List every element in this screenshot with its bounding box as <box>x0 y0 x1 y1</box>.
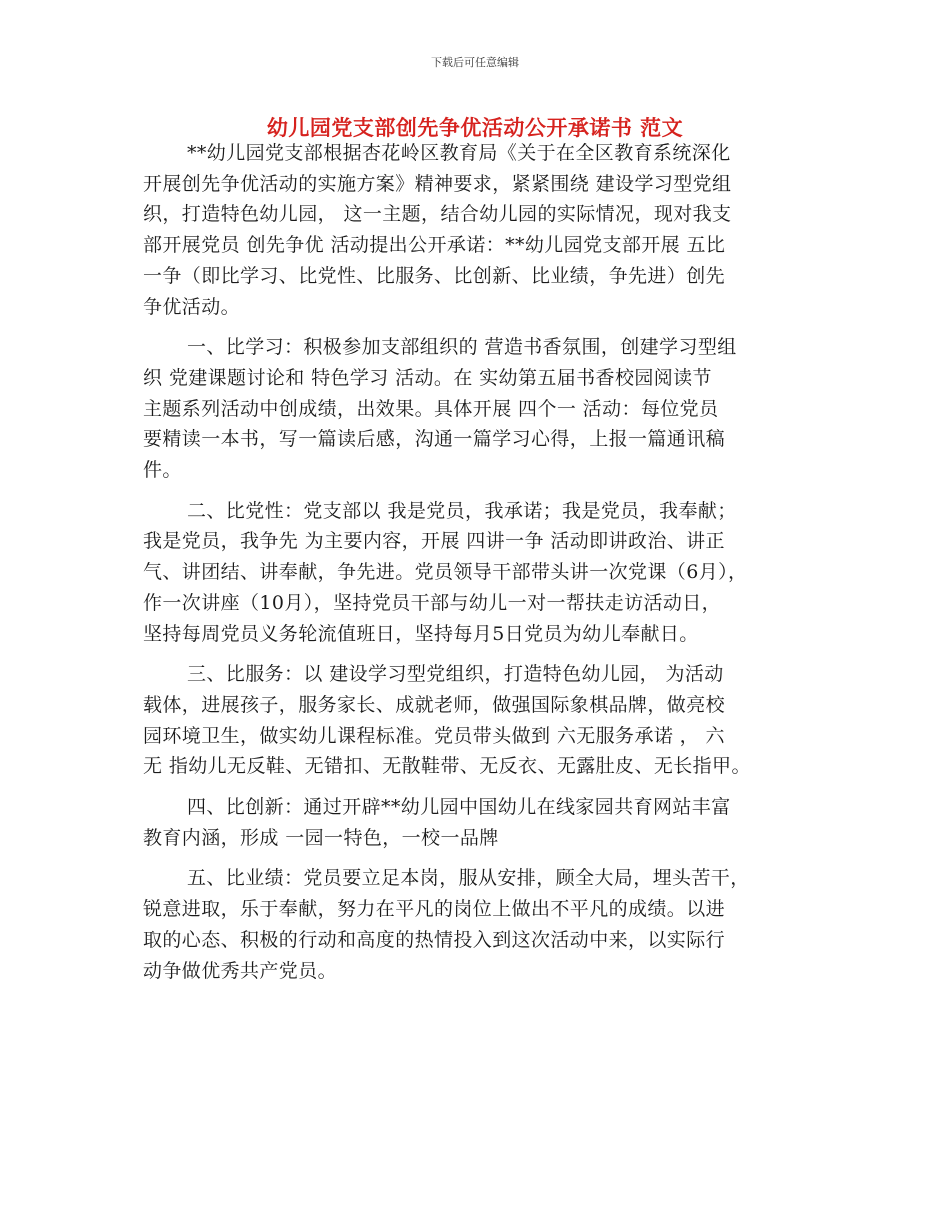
document-title: 幼儿园党支部创先争优活动公开承诺书 范文 <box>266 115 684 140</box>
document-body <box>143 138 811 986</box>
paragraph-line: 无 指幼儿无反鞋、无错扣、无散鞋带、无反衣、无露肚皮、无长指甲。 <box>143 755 751 778</box>
paragraph-gap <box>143 322 811 332</box>
paragraph-line: 一、比学习：积极参加支部组织的 营造书香氛围，创建学习型组 <box>187 336 737 359</box>
paragraph-line: 我是党员，我争先 为主要内容，开展 四讲一争 活动即讲政治、讲正 <box>143 530 725 553</box>
paragraph-line: **幼儿园党支部根据杏花岭区教育局《关于在全区教育系统深化 <box>187 142 731 164</box>
paragraph-line: 织，打造特色幼儿园， 这一主题，结合幼儿园的实际情况，现对我支 <box>143 203 732 226</box>
paragraph <box>143 792 811 853</box>
paragraph-line: 五、比业绩：党员要立足本岗，服从安排，顾全大局，埋头苦干， <box>187 867 750 890</box>
paragraph <box>143 496 811 650</box>
paragraph-line: 部开展党员 创先争优 活动提出公开承诺：**幼儿园党支部开展 五比 <box>143 234 726 257</box>
paragraph-line: 气、讲团结、讲奉献，争先进。党员领导干部带头讲一次党课（6月）， <box>143 561 748 584</box>
paragraph-line: 作一次讲座（10月），坚持党员干部与幼儿一对一帮扶走访活动日， <box>143 591 722 614</box>
paragraph-line: 园环境卫生，做实幼儿课程标准。党员带头做到 六无服务承诺 ， 六 <box>143 724 725 747</box>
paragraph-gap <box>143 486 811 496</box>
paragraph-line: 坚持每周党员义务轮流值班日，坚持每月5日党员为幼儿奉献日。 <box>143 622 699 645</box>
paragraph-line: 主题系列活动中创成绩，出效果。具体开展 四个一 活动：每位党员 <box>143 397 719 420</box>
paragraph <box>143 863 811 986</box>
paragraph-line: 要精读一本书，写一篇读后感，沟通一篇学习心得，上报一篇通讯稿 <box>143 428 726 451</box>
paragraph-line: 织 党建课题讨论和 特色学习 活动。在 实幼第五届书香校园阅读节 <box>143 366 712 389</box>
paragraph-line: 二、比党性：党支部以 我是党员，我承诺；我是党员，我奉献； <box>187 499 737 522</box>
paragraph-gap <box>143 782 811 792</box>
header-note: 下载后可任意编辑 <box>431 56 519 69</box>
paragraph-line: 教育内涵，形成 一园一特色，一校一品牌 <box>143 826 499 849</box>
paragraph-line: 争优活动。 <box>143 295 241 318</box>
paragraph-line: 四、比创新：通过开辟**幼儿园中国幼儿在线家园共育网站丰富 <box>187 796 731 819</box>
paragraph-line: 取的心态、积极的行动和高度的热情投入到这次活动中来，以实际行 <box>143 928 726 951</box>
paragraph-line: 锐意进取，乐于奉献，努力在平凡的岗位上做出不平凡的成绩。以进 <box>143 898 726 921</box>
paragraph-gap <box>143 649 811 659</box>
paragraph <box>143 332 811 486</box>
paragraph-line: 载体，进展孩子，服务家长、成就老师，做强国际象棋品牌，做亮校 <box>143 693 726 716</box>
paragraph-line: 动争做优秀共产党员。 <box>143 959 338 982</box>
paragraph-line: 三、比服务：以 建设学习型党组织，打造特色幼儿园， 为活动 <box>187 663 724 686</box>
paragraph <box>143 138 811 322</box>
paragraph-line: 开展创先争优活动的实施方案》精神要求，紧紧围绕 建设学习型党组 <box>143 172 732 195</box>
paragraph-line: 件。 <box>143 459 182 482</box>
paragraph-gap <box>143 853 811 863</box>
paragraph <box>143 659 811 782</box>
paragraph-line: 一争（即比学习、比党性、比服务、比创新、比业绩，争先进）创先 <box>143 264 726 287</box>
